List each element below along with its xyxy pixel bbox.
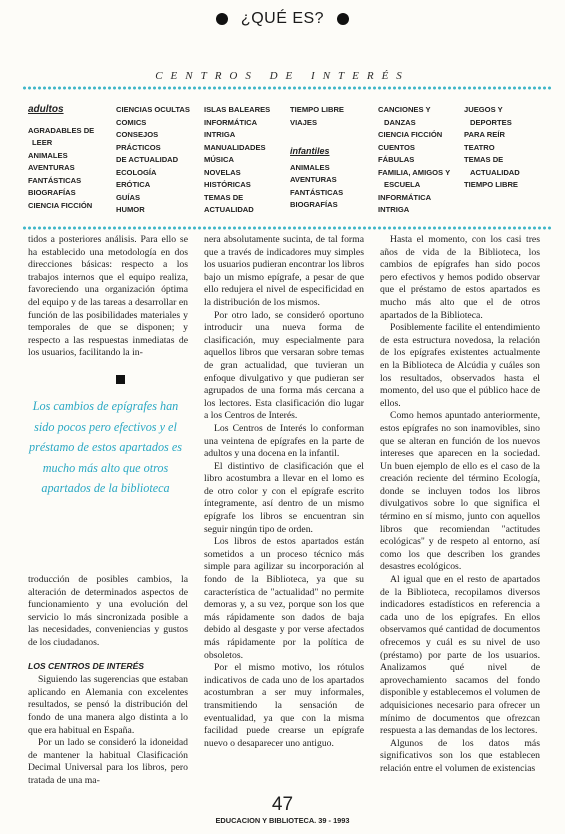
category-item: FÁBULAS (378, 155, 415, 164)
category-item: TIEMPO LIBRE (464, 180, 519, 189)
dotted-divider-top (22, 86, 552, 90)
section-title: CENTROS DE INTERÉS (155, 70, 410, 82)
category-item: HUMOR (116, 205, 145, 214)
category-item: INTRIGA (378, 205, 410, 214)
category-column-3 (204, 104, 270, 217)
category-item: ISLAS BALEARES (204, 105, 271, 114)
category-item: DE ACTUALIDAD (116, 155, 179, 164)
pull-quote: Los cambios de epígrafes han sido pocos pero efectivos y el préstamo de estos apartados es mucho más alto que otros apartados de la biblioteca (28, 399, 183, 495)
bullet-dot-icon (337, 13, 349, 25)
paragraph: Como hemos apuntado anteriormente, estos epígrafes no son inamovibles, sino que se alteran en función de los nuevos intereses que aparecen en la sociedad. Un buen ejemplo de ello es el caso de la creación reciente del término Ecología, donde se incluyen todos los libros divulgativos sobre lo que significa el término en sí mismo, junto con aquellos libros que recomiendan "actitudes ecológicas" y de respeto al entorno, así como los que describen los grandes desastres ecológicos. (380, 410, 540, 573)
paragraph: Siguiendo las sugerencias que estaban aplicando en Alemania con excelentes resultados, se pensó la distribución del fondo de una manera algo distinta a lo que era habitual en España. (28, 674, 188, 736)
category-item: CIENCIA FICCIÓN (28, 200, 93, 210)
category-item: HISTÓRICAS (204, 180, 251, 189)
black-square-icon (116, 375, 125, 384)
paragraph: Los Centros de Interés lo conforman una veintena de epígrafes en la parte de adultos y una docena en la infantil. (204, 422, 364, 460)
category-item: TEATRO (464, 142, 495, 152)
paragraph: Por un lado se consideró la idoneidad de mantener la habitual Clasificación Decimal Universal para los libros, pero tratada de una ma- (28, 737, 188, 786)
category-item: TEMAS DE (464, 155, 504, 164)
category-item: MANUALIDADES (204, 142, 266, 152)
category-item: ESCUELA (384, 180, 421, 189)
category-heading-adultos: adultos (28, 104, 64, 115)
category-column-2 (116, 104, 190, 217)
page-header (0, 10, 565, 28)
category-heading-infantiles: infantiles (290, 146, 330, 156)
category-item: PRÁCTICOS (116, 142, 161, 152)
category-item: ACTUALIDAD (204, 205, 254, 214)
category-item: CUENTOS (378, 142, 415, 152)
category-item: ACTUALIDAD (470, 167, 520, 177)
category-item: INFORMÁTICA (204, 117, 258, 127)
category-item: CIENCIA FICCIÓN (378, 130, 443, 139)
category-item: ANIMALES (290, 162, 330, 172)
category-item: TIEMPO LIBRE (290, 105, 345, 114)
category-item: BIOGRAFÍAS (290, 200, 338, 209)
category-column-6 (464, 104, 520, 192)
category-item: ECOLOGÍA (116, 167, 157, 177)
article-column-1-bottom (28, 574, 188, 788)
paragraph: Hasta el momento, con los casi tres años de vida de la Biblioteca, los cambios de epígrafes han sido pocos pero efectivos y hemos podido observar que el préstamo de estos apartados es mucho más alto que el de otros apartados de la Biblioteca. (380, 234, 540, 321)
category-item: NOVELAS (204, 167, 241, 177)
paragraph: Al igual que en el resto de apartados de la Biblioteca, recopilamos diversos indicadores estadísticos en referencia a cada uno de los epígrafes. En ellos observamos qué cantidad de documentos ofrecemos y cuál es su nivel de uso (préstamo) por parte de los usuarios. Analizamos qué nivel de aprovechamiento sacamos del fondo disponible y establecemos el volumen de adquisiciones necesario para ofrecer un mínimo de documentos que ofrezcan respuesta a las demandas de los lectores. (380, 574, 540, 737)
paragraph: Algunos de los datos más significativos son los que establecen relación entre el volumen de existencias (380, 737, 540, 774)
paragraph: tidos a posteriores análisis. Para ello se ha establecido una metodología en dos direcciones básicas: respecto a los trabajos internos que el equipo realiza, favoreciendo una organización óptima del equipo y de las tareas a desarrollar en función de las posibilidades materiales y temporales de que se disponen; y respecto a las respuestas inmediatas de los usuarios, facilitando la in- (28, 234, 188, 359)
category-column-4 (290, 104, 344, 212)
category-column-5 (378, 104, 450, 217)
category-item: FANTÁSTICAS (28, 175, 82, 185)
category-item: INFORMÁTICA (378, 192, 432, 202)
header-title: ¿QUÉ ES? (240, 10, 325, 27)
page-number: 47 (271, 794, 294, 815)
article-column-3 (380, 234, 540, 776)
dotted-divider-bottom (22, 226, 552, 230)
category-item: DEPORTES (470, 117, 512, 127)
category-item: CONSEJOS (116, 130, 159, 139)
category-item: MÚSICA (204, 155, 234, 164)
bullet-dot-icon (216, 13, 228, 25)
article-column-1-top (28, 234, 188, 360)
category-item: DANZAS (384, 117, 416, 127)
category-item: PARA REÍR (464, 130, 505, 139)
category-item: AGRADABLES DE (28, 125, 95, 135)
category-item: GUÍAS (116, 192, 141, 202)
category-item: AVENTURAS (28, 163, 75, 172)
paragraph: Por otro lado, se consideró oportuno introducir una nueva forma de clasificación, muy especialmente para aquellos libros que versaran sobre temas de gran actualidad, que tuvieran un enfoque divulgativo y que pudieran ser agrupados de una forma más cercana a los lectores. Esta clasificación dio lugar a los Centros de Interés. (204, 309, 364, 422)
category-item: LEER (32, 138, 53, 147)
paragraph: troducción de posibles cambios, la alteración de determinados aspectos de funcionamiento y una evolución del servicio lo más sincronizada posible a las necesidades, conveniencias y gustos de los ciudadanos. (28, 574, 188, 648)
category-item: JUEGOS Y (464, 105, 503, 114)
category-item: CANCIONES Y (378, 105, 431, 114)
category-column-adultos (28, 104, 94, 212)
category-item: FANTÁSTICAS (290, 187, 344, 197)
category-item: VIAJES (290, 117, 318, 127)
paragraph: Los libros de estos apartados están sometidos a un proceso técnico más simple para agilizar su incorporación al fondo de la Biblioteca, ya que su característica de "actualidad" no permite demoras y, a su vez, porque son los que más rápidamente son dados de baja debido al desgaste y por verse afectados más rápidamente por la política de obsoletos. (204, 536, 364, 661)
category-item: ERÓTICA (116, 180, 151, 189)
category-item: INTRIGA (204, 130, 236, 139)
publication-line: EDUCACION Y BIBLIOTECA. 39 - 1993 (215, 816, 350, 825)
category-item: COMICS (116, 117, 147, 127)
paragraph: El distintivo de clasificación que el libro acostumbra a llevar en el lomo es de otro color y con el epígrafe escrito íntegramente, así dentro de un mismo epígrafe los libros se encuentran sin seguir ningún tipo de orden. (204, 460, 364, 535)
category-item: AVENTURAS (290, 175, 337, 184)
category-item: ANIMALES (28, 150, 68, 160)
paragraph: Por el mismo motivo, los rótulos indicativos de cada uno de los apartados acostumbran a ser muy informales, transmitiendo la sensación de eventualidad, ya que con la misma facilidad puede crearse un epígrafe nuevo o desaparecer uno antiguo. (204, 662, 364, 749)
category-item: FAMILIA, AMIGOS Y (378, 167, 451, 177)
category-item: TEMAS DE (204, 192, 244, 202)
paragraph: nera absolutamente sucinta, de tal forma que a través de indicadores muy simples los usuarios pudieran encontrar los libros bajo un mismo epígrafe, a pesar de que ello redujera el nivel de especificidad en la distribución de los mismos. (204, 234, 364, 308)
category-item: CIENCIAS OCULTAS (116, 105, 190, 114)
section-heading: LOS CENTROS DE INTERÉS (28, 660, 145, 671)
paragraph: Posiblemente facilite el entendimiento de esta estructura novedosa, la relación de los epígrafes existentes actualmente en la Biblioteca de Alcúdia y cuáles son los resultados, observados hasta el momento, del uso que el público hace de ellos. (380, 322, 540, 409)
article-column-2 (204, 234, 364, 750)
category-item: BIOGRAFÍAS (28, 188, 76, 197)
